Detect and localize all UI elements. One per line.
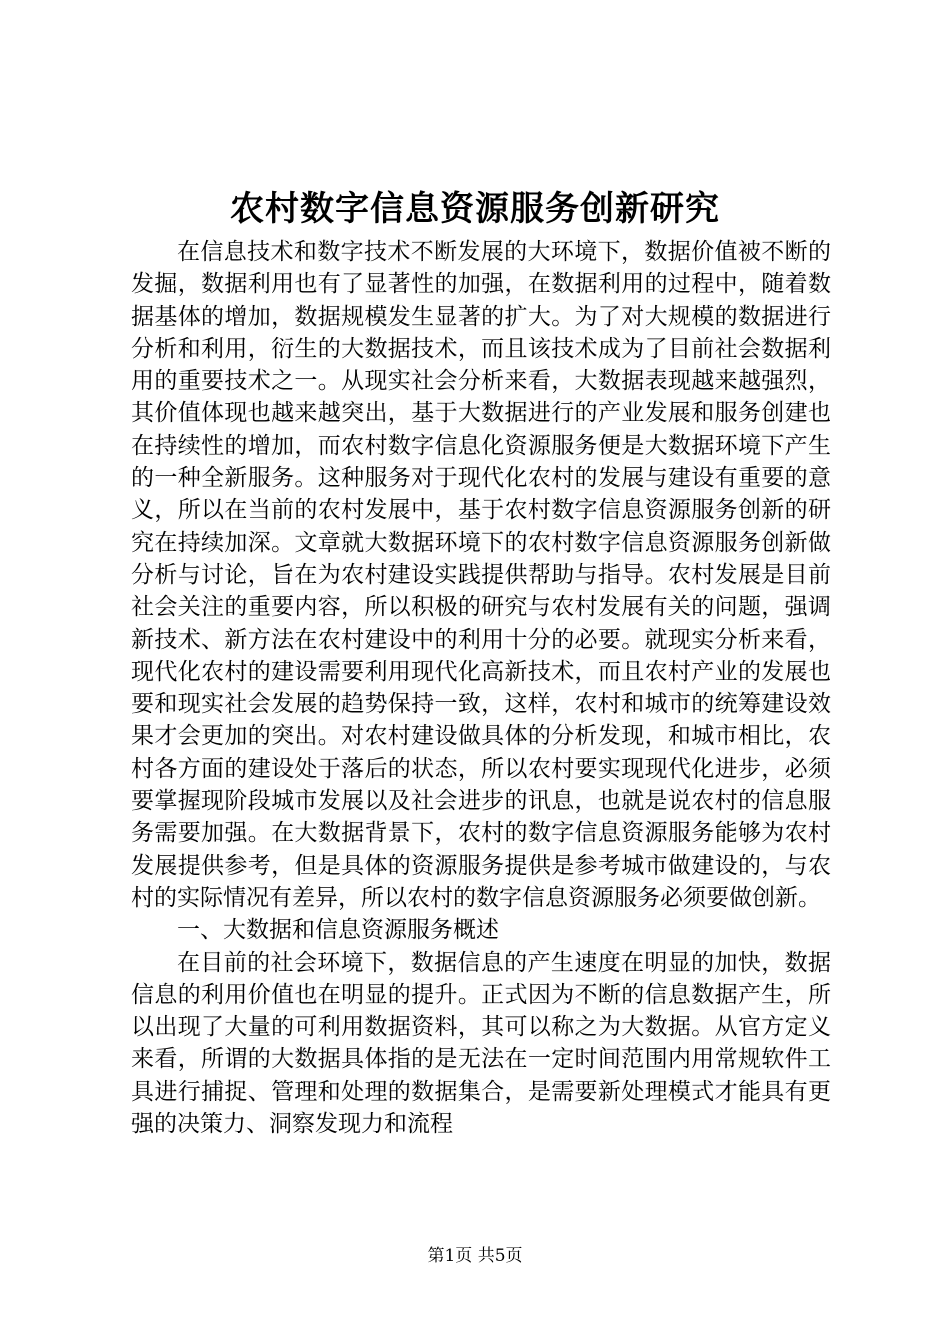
intro-paragraph: 在信息技术和数字技术不断发展的大环境下，数据价值被不断的发掘，数据利用也有了显著性的加强，在数据利用的过程中，随着数据基体的增加，数据规模发生显著的扩大。为了对大规模的数据进行分析和利用，衍生的大数据技术，而且该技术成为了目前社会数据利用的重要技术之一。从现实社会分析来看，大数据表现越来越强烈，其价值体现也越来越突出，基于大数据进行的产业发展和服务创建也在持续性的增加，而农村数字信息化资源服务便是大数据环境下产生的一种全新服务。这种服务对于现代化农村的发展与建设有重要的意义，所以在当前的农村发展中，基于农村数字信息资源服务创新的研究在持续加深。文章就大数据环境下的农村数字信息资源服务创新做分析与讨论，旨在为农村建设实践提供帮助与指导。农村发展是目前社会关注的重要内容，所以积极的研究与农村发展有关的问题，强调新技术、新方法在农村建设中的利用十分的必要。就现实分析来看，现代化农村的建设需要利用现代化高新技术，而且农村产业的发展也要和现实社会发展的趋势保持一致，这样，农村和城市的统筹建设效果才会更加的突出。对农村建设做具体的分析发现，和城市相比，农村各方面的建设处于落后的状态，所以农村要实现现代化进步，必须要掌握现阶段城市发展以及社会进步的讯息，也就是说农村的信息服务需要加强。在大数据背景下，农村的数字信息资源服务能够为农村发展提供参考，但是具体的资源服务提供是参考城市做建设的，与农村的实际情况有差异，所以农村的数字信息资源服务必须要做创新。 [131,239,831,911]
page-footer: 第1页 共5页 [427,1246,523,1266]
page-title: 农村数字信息资源服务创新研究 [230,189,720,229]
section-heading: 一、大数据和信息资源服务概述 [177,917,499,944]
section-paragraph: 在目前的社会环境下，数据信息的产生速度在明显的加快，数据信息的利用价值也在明显的提升。正式因为不断的信息数据产生，所以出现了大量的可利用数据资料，其可以称之为大数据。从官方定义来看，所谓的大数据具体指的是无法在一定时间范围内用常规软件工具进行捕捉、管理和处理的数据集合，是需要新处理模式才能具有更强的决策力、洞察发现力和流程 [131,949,831,1138]
document-body [131,236,831,1140]
